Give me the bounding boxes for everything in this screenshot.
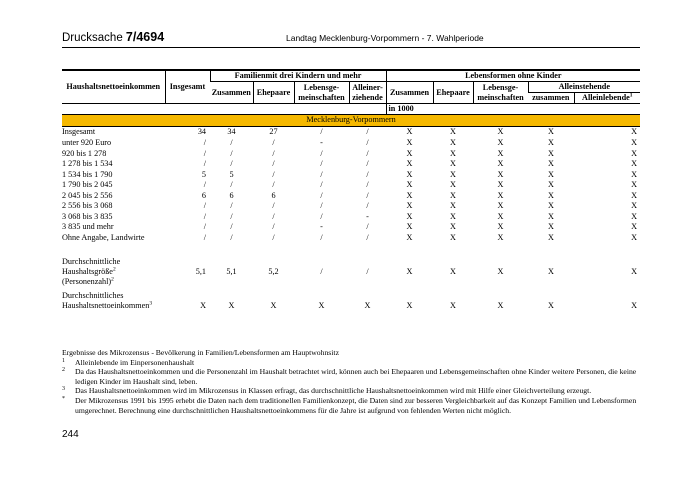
table-cell: X: [548, 222, 554, 232]
alleinstehende-header: Alleinstehende: [528, 82, 640, 93]
table-cell: /: [230, 201, 233, 211]
table-cell: /: [272, 169, 275, 179]
table-cell: /: [203, 201, 206, 211]
table-cell: /: [366, 180, 369, 190]
row-label: Insgesamt: [62, 127, 96, 137]
table-cell: /: [366, 201, 369, 211]
table-cell: /: [203, 222, 206, 232]
table-cell: /: [320, 211, 323, 221]
header-divider: [62, 47, 640, 48]
table-cell: /: [366, 148, 369, 158]
table-cell: X: [406, 127, 413, 137]
drucksache-label: Drucksache: [62, 32, 123, 44]
footnote-mark: *: [62, 395, 65, 402]
col-insgesamt: Insgesamt: [165, 71, 210, 104]
group-no-children-header: Lebensformen ohne Kinder: [386, 71, 640, 82]
table-cell: X: [270, 301, 277, 310]
source-note: Ergebnisse des Mikrozensus - Bevölkerung in Familien/Lebensformen am Hauptwohnsitz: [62, 348, 339, 357]
table-cell: /: [272, 222, 275, 232]
table-cell: /: [320, 190, 323, 200]
table-cell: X: [497, 232, 504, 242]
col-g1-lebensgemeinschaften: Lebensge- meinschaften: [294, 82, 349, 104]
footnotes: [62, 348, 647, 415]
table-cell: 5: [229, 169, 234, 179]
col-alleinlebende: Alleinlebende$^1$: [574, 93, 640, 104]
table-cell: /: [366, 127, 369, 137]
table-cell: X: [548, 232, 554, 242]
table-cell: X: [450, 180, 456, 190]
row-label: 920 bis 1 278: [62, 148, 107, 158]
table-cell: X: [497, 190, 504, 200]
table-row: [62, 212, 640, 223]
table-cell: X: [318, 301, 325, 310]
row-label: Durchschnittliches Haushaltsnettoeinkommen$^3$: [62, 291, 153, 310]
table-cell: -: [366, 211, 369, 221]
row-label: 2 045 bis 2 556: [62, 190, 113, 200]
row-label: 3 835 und mehr: [62, 222, 114, 232]
table-cell: -: [320, 222, 323, 232]
avg-household-size-row: [62, 257, 640, 287]
footnote: [62, 367, 647, 386]
table-cell: /: [230, 211, 233, 221]
col-g1-alleinerziehende: Alleiner- ziehende: [349, 82, 386, 104]
table-cell: -: [320, 138, 323, 148]
table-cell: X: [228, 301, 235, 310]
table-cell: X: [450, 267, 456, 276]
drucksache-number: 7/4694: [125, 30, 165, 44]
table-row: [62, 201, 640, 212]
table-cell: /: [230, 232, 233, 242]
table-row: [62, 126, 640, 138]
table-cell: /: [230, 222, 233, 232]
table-cell: X: [406, 190, 413, 200]
table-cell: X: [406, 222, 413, 232]
table-cell: /: [366, 190, 369, 200]
table-cell: /: [320, 159, 323, 169]
income-table: [62, 70, 640, 311]
footnote: [62, 358, 647, 368]
table-cell: X: [497, 201, 504, 211]
table-cell: 27: [269, 127, 278, 137]
table-cell: /: [320, 180, 323, 190]
footnote: [62, 396, 647, 415]
table-row: [62, 138, 640, 149]
table-cell: X: [631, 127, 638, 137]
table-cell: X: [497, 267, 504, 276]
table-cell: X: [548, 190, 554, 200]
col-g1-zusammen: Zusammen: [210, 82, 253, 104]
table-cell: X: [364, 301, 371, 310]
table-cell: 6: [201, 190, 206, 200]
col-alleinstehende-zusammen: zusammen: [528, 93, 574, 104]
table-cell: X: [497, 222, 504, 232]
table-cell: X: [450, 127, 456, 137]
table-cell: /: [272, 148, 275, 158]
row-header: Haushaltsnettoeinkommen: [62, 71, 165, 104]
table-cell: /: [272, 232, 275, 242]
col-g2-lebensgemeinschaften: Lebensge- meinschaften: [473, 82, 528, 104]
table-cell: X: [631, 180, 638, 190]
table-row: [62, 180, 640, 191]
region-band: [62, 115, 640, 127]
table-cell: X: [548, 127, 554, 137]
table-cell: X: [548, 148, 554, 158]
table-cell: X: [497, 159, 504, 169]
table-cell: X: [631, 301, 638, 310]
table-cell: X: [450, 211, 456, 221]
table-cell: X: [548, 138, 554, 148]
table-cell: /: [320, 201, 323, 211]
table-cell: X: [406, 211, 413, 221]
table-cell: X: [497, 148, 504, 158]
table-row: [62, 191, 640, 202]
region-label: Mecklenburg-Vorpommern: [62, 115, 640, 127]
table-row: [62, 222, 640, 233]
table-cell: X: [548, 169, 554, 179]
row-label: Durchschnittliche Haushaltsgröße$^2$ (Personenzahl)$^2$: [62, 257, 121, 286]
col-g2-ehepaare: Ehepaare: [433, 82, 473, 104]
footnote-mark: 2: [62, 367, 65, 374]
table-cell: X: [406, 267, 413, 276]
row-label: 1 790 bis 2 045: [62, 180, 113, 190]
footnote-text: Da das Haushaltsnettoeinkommen und die Personenzahl im Haushalt betrachtet wird, können auch bei Ehepaaren und Lebensgemeinschaften ohne Kinder weitere Personen, die keine ledigen Kinder im Haushalt sind, leben.: [75, 367, 637, 386]
table-cell: X: [548, 211, 554, 221]
table-cell: /: [203, 180, 206, 190]
footnote: [62, 386, 647, 396]
table-cell: X: [631, 211, 638, 221]
table-cell: /: [203, 232, 206, 242]
col-g1-ehepaare: Ehepaare: [253, 82, 294, 104]
row-label: unter 920 Euro: [62, 138, 112, 148]
table-cell: X: [406, 201, 413, 211]
table-cell: X: [497, 127, 504, 137]
table-cell: X: [548, 180, 554, 190]
table-cell: 6: [229, 190, 234, 200]
table-cell: X: [631, 190, 638, 200]
table-row: [62, 159, 640, 170]
table-cell: /: [203, 211, 206, 221]
row-label: 1 534 bis 1 790: [62, 169, 113, 179]
footnote-text: Der Mikrozensus 1991 bis 1995 erhebt die Daten nach dem traditionellen Familienkonzept, die Daten sind zur besseren Vergleichbarkeit auf das Konzept Familien und Lebensformen umgerechnet. Berechnung eine durchschnittlichen Haushaltsnettoeinkommens für die Jahre ist aufgrund von fehlenden Werten nicht möglich.: [75, 395, 637, 415]
table-cell: X: [450, 232, 456, 242]
page-number: 244: [62, 429, 79, 440]
avg-household-income-row: [62, 287, 640, 311]
table-cell: /: [320, 127, 323, 137]
table-cell: X: [497, 301, 504, 310]
table-cell: X: [497, 180, 504, 190]
table-cell: X: [406, 148, 413, 158]
table-cell: 6: [271, 190, 276, 200]
unit-label: in 1000: [386, 104, 640, 115]
table-cell: 5,1: [226, 267, 237, 276]
table-cell: X: [631, 267, 638, 276]
row-label: Ohne Angabe, Landwirte: [62, 232, 145, 242]
table-cell: /: [230, 159, 233, 169]
table-cell: 5,2: [268, 267, 279, 276]
table-cell: X: [450, 222, 456, 232]
table-cell: X: [450, 201, 456, 211]
row-label: 2 556 bis 3 068: [62, 201, 113, 211]
table-cell: /: [366, 232, 369, 242]
table-row: [62, 170, 640, 181]
table-row: [62, 149, 640, 160]
table-cell: /: [366, 138, 369, 148]
table-cell: /: [366, 267, 369, 276]
table-cell: X: [548, 159, 554, 169]
table-cell: X: [631, 222, 638, 232]
table-cell: /: [320, 267, 323, 276]
table-cell: X: [406, 232, 413, 242]
table-cell: X: [450, 138, 456, 148]
table-cell: 34: [227, 127, 236, 137]
footnote-mark: 3: [62, 386, 65, 393]
table-cell: /: [272, 138, 275, 148]
table-cell: /: [272, 201, 275, 211]
table-cell: 34: [197, 127, 206, 137]
footnote-text: Alleinlebende im Einpersonenhaushalt: [75, 357, 195, 367]
table-cell: X: [450, 169, 456, 179]
table-cell: X: [631, 232, 638, 242]
footnote-mark: 1: [62, 357, 65, 364]
table-cell: /: [272, 211, 275, 221]
table-cell: X: [200, 301, 206, 310]
parliament-header: Landtag Mecklenburg-Vorpommern - 7. Wahlperiode: [286, 33, 484, 43]
table-cell: /: [230, 180, 233, 190]
drucksache-header: [62, 30, 164, 44]
table-cell: /: [320, 232, 323, 242]
footnote-text: Das Haushaltsnettoeinkommen wird im Mikrozensus in Klassen erfragt, das durchschnittliche Haushaltsnettoeinkommen wird mit Hilfe einer Gleichverteilung erzeugt.: [75, 386, 592, 396]
table-cell: X: [631, 159, 638, 169]
table-cell: X: [406, 169, 413, 179]
table-cell: X: [497, 169, 504, 179]
table-cell: /: [366, 222, 369, 232]
table-row: [62, 233, 640, 244]
table-cell: /: [203, 159, 206, 169]
table-cell: 5,1: [195, 267, 206, 276]
col-g2-zusammen: Zusammen: [386, 82, 433, 104]
table-cell: X: [450, 159, 456, 169]
table-cell: /: [366, 169, 369, 179]
table-cell: X: [631, 148, 638, 158]
table-cell: X: [631, 169, 638, 179]
row-label: 1 278 bis 1 534: [62, 159, 113, 169]
table-cell: /: [203, 138, 206, 148]
table-cell: X: [631, 138, 638, 148]
table-cell: X: [450, 301, 456, 310]
table-cell: /: [230, 148, 233, 158]
table-cell: X: [548, 201, 554, 211]
group-families-header: Familienmit drei Kindern und mehr: [210, 71, 386, 82]
table-cell: /: [230, 138, 233, 148]
table-cell: X: [497, 211, 504, 221]
table-cell: /: [366, 159, 369, 169]
table-cell: X: [450, 190, 456, 200]
row-label: 3 068 bis 3 835: [62, 211, 113, 221]
table-cell: /: [320, 169, 323, 179]
table-cell: 5: [201, 169, 206, 179]
table-cell: X: [450, 148, 456, 158]
table-cell: X: [497, 138, 504, 148]
table-cell: X: [548, 267, 554, 276]
table-cell: /: [320, 148, 323, 158]
table-cell: X: [406, 301, 413, 310]
table-cell: X: [548, 301, 554, 310]
table-cell: X: [631, 201, 638, 211]
table-cell: /: [272, 180, 275, 190]
table-cell: X: [406, 138, 413, 148]
table-cell: X: [406, 159, 413, 169]
table-cell: /: [272, 159, 275, 169]
table-cell: X: [406, 180, 413, 190]
table-cell: /: [203, 148, 206, 158]
